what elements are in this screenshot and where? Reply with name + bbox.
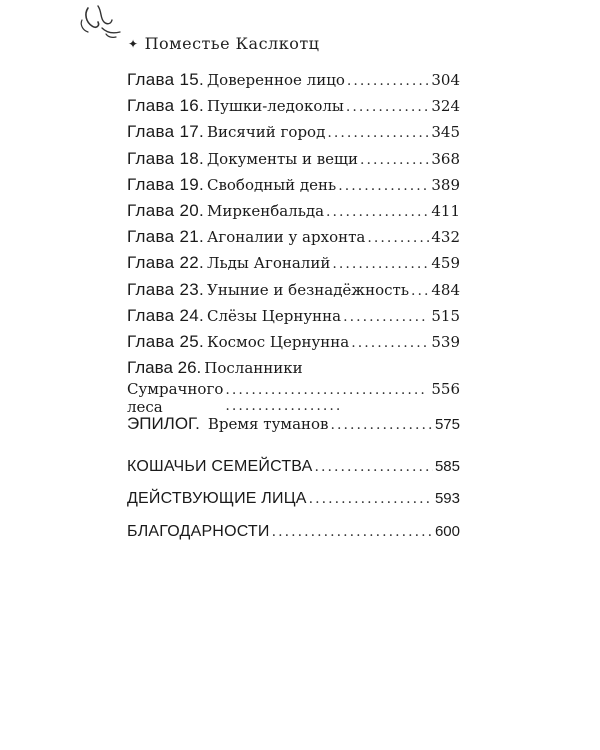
chapter-label: Глава 17. (127, 122, 204, 142)
chapter-title: Агоналии у архонта (206, 228, 366, 247)
chapter-label: Глава 16. (127, 96, 204, 116)
epilogue-title: Время туманов (207, 415, 329, 433)
chapter-title-line1: Посланники (204, 359, 303, 378)
chapter-label: Глава 23. (127, 279, 204, 299)
appendix-label: ДЕЙСТВУЮЩИЕ ЛИЦА (127, 490, 307, 507)
toc-entry-ch22[interactable] (127, 253, 460, 279)
appendix-label: БЛАГОДАРНОСТИ (127, 523, 270, 540)
running-header (128, 34, 319, 53)
dot-leader (326, 204, 429, 220)
page-number: 389 (431, 175, 460, 194)
dot-leader (331, 417, 433, 433)
toc-entry-ch25[interactable] (127, 332, 460, 358)
dot-leader (332, 256, 429, 272)
page-number: 539 (431, 332, 460, 351)
diamond-icon: ✦ (128, 36, 139, 51)
chapter-title-line2: Сумрачного леса (127, 380, 224, 417)
table-of-contents (127, 70, 460, 417)
dot-leader (272, 524, 433, 540)
toc-entry-ch24[interactable] (127, 306, 460, 332)
chapter-label: Глава 24. (127, 305, 204, 325)
chapter-label: Глава 15. (127, 70, 204, 89)
toc-entry-ch16[interactable] (127, 96, 460, 122)
chapter-title: Свободный день (206, 175, 337, 194)
toc-entry-characters[interactable] (127, 490, 460, 508)
toc-entry-epilogue[interactable] (127, 414, 460, 434)
page-number: 515 (431, 306, 460, 325)
dot-leader (315, 459, 433, 475)
page-number: 459 (431, 254, 460, 273)
page-number: 345 (431, 123, 460, 142)
chapter-title: Слёзы Цернунна (206, 306, 342, 325)
chapter-title: Пушки-ледоколы (206, 97, 344, 116)
chapter-title: Миркенбальда (206, 201, 325, 220)
dot-leader (338, 178, 429, 194)
dot-leader (327, 125, 429, 141)
toc-entry-ch23[interactable] (127, 280, 460, 306)
dot-leader (411, 283, 429, 299)
page-number: 585 (434, 458, 460, 475)
chapter-label: Глава 18. (127, 148, 204, 168)
page-number: 575 (434, 416, 460, 433)
page-number: 411 (431, 201, 460, 220)
toc-entry-ch15[interactable] (127, 70, 460, 96)
dot-leader (347, 73, 429, 89)
epilogue-label: ЭПИЛОГ. (127, 414, 200, 433)
page-number: 368 (431, 149, 460, 168)
dot-leader (367, 230, 429, 246)
chapter-title: Документы и вещи (206, 149, 358, 168)
toc-entry-ch20[interactable] (127, 201, 460, 227)
chapter-label: Глава 22. (127, 253, 204, 273)
dot-leader (309, 491, 433, 507)
toc-entry-ch19[interactable] (127, 175, 460, 201)
chapter-title: Висячий город (206, 123, 326, 142)
dot-leader (360, 152, 429, 168)
dot-leader (343, 309, 429, 325)
toc-entry-cat-families[interactable] (127, 458, 460, 476)
toc-entry-ch26[interactable] (127, 358, 460, 417)
page-number: 304 (431, 71, 460, 89)
toc-entry-ch17[interactable] (127, 122, 460, 148)
chapter-title: Доверенное лицо (206, 71, 345, 89)
dot-leader (351, 335, 429, 351)
book-title: Поместье Каслкотц (144, 34, 320, 53)
chapter-title: Космос Цернунна (206, 332, 350, 351)
chapter-label: Глава 25. (127, 331, 204, 351)
chapter-label: Глава 21. (127, 227, 204, 247)
chapter-label: Глава 20. (127, 200, 204, 220)
page-number: 432 (431, 228, 460, 247)
swirl-ornament-icon (76, 4, 126, 42)
chapter-title: Уныние и безнадёжность (206, 280, 410, 299)
page-number: 600 (434, 523, 460, 540)
page-number: 484 (431, 280, 460, 299)
toc-entry-ch21[interactable] (127, 227, 460, 253)
toc-entry-acknowledgements[interactable] (127, 523, 460, 541)
appendix-label: КОШАЧЬИ СЕМЕЙСТВА (127, 458, 313, 475)
toc-entry-ch18[interactable] (127, 149, 460, 175)
chapter-title: Льды Агоналий (206, 254, 331, 273)
page-number: 593 (434, 490, 460, 507)
page-number: 556 (431, 380, 460, 399)
dot-leader (346, 99, 430, 115)
chapter-label: Глава 19. (127, 174, 204, 194)
chapter-label: Глава 26. (127, 358, 202, 378)
page-number: 324 (431, 97, 460, 116)
dot-leader (225, 382, 429, 414)
